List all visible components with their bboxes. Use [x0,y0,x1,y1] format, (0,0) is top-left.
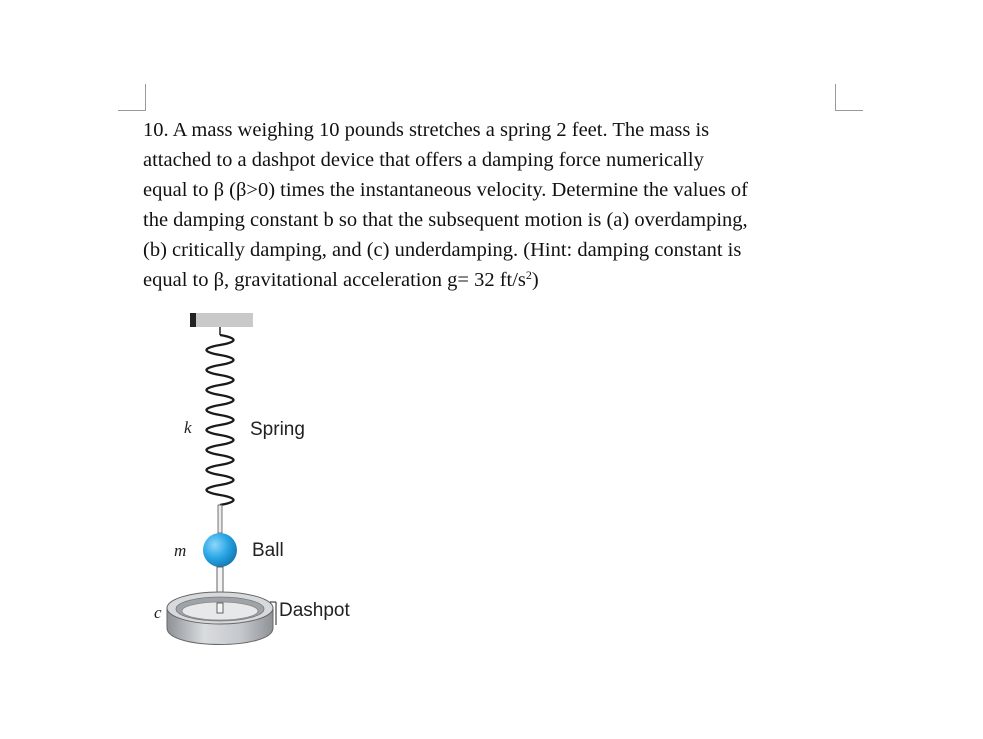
problem-line-tail: ) [531,269,539,291]
spring-constant-symbol: k [184,418,192,437]
problem-line: 10. A mass weighing 10 pounds stretches a spring 2 feet. The mass is [143,119,710,141]
problem-line-text: equal to β, gravitational acceleration g= 32 ft/s [143,269,526,291]
problem-line: the damping constant b so that the subsequent motion is (a) overdamping, [143,209,748,231]
dashpot-label: Dashpot [279,600,350,621]
mass-symbol: m [174,541,187,560]
spring-label: Spring [250,419,305,440]
ceiling-shadow [190,313,196,327]
ceiling-plate [190,313,253,327]
spring-coil [207,335,234,505]
problem-line-last [143,265,843,295]
ball [203,533,237,567]
problem-line: (b) critically damping, and (c) underdamping. (Hint: damping constant is [143,239,742,261]
problem-text [143,115,843,295]
crop-mark-top-left [118,84,146,111]
problem-line: attached to a dashpot device that offers a damping force numerically [143,149,704,171]
superscript-exponent: 2 [525,268,532,282]
damping-symbol: c [154,603,162,622]
figure-drawing [140,305,380,650]
problem-line: equal to β (β>0) times the instantaneous velocity. Determine the values of [143,179,748,201]
ball-label: Ball [252,540,284,561]
spring-mass-dashpot-figure [140,305,380,650]
crop-mark-top-right [835,84,863,111]
